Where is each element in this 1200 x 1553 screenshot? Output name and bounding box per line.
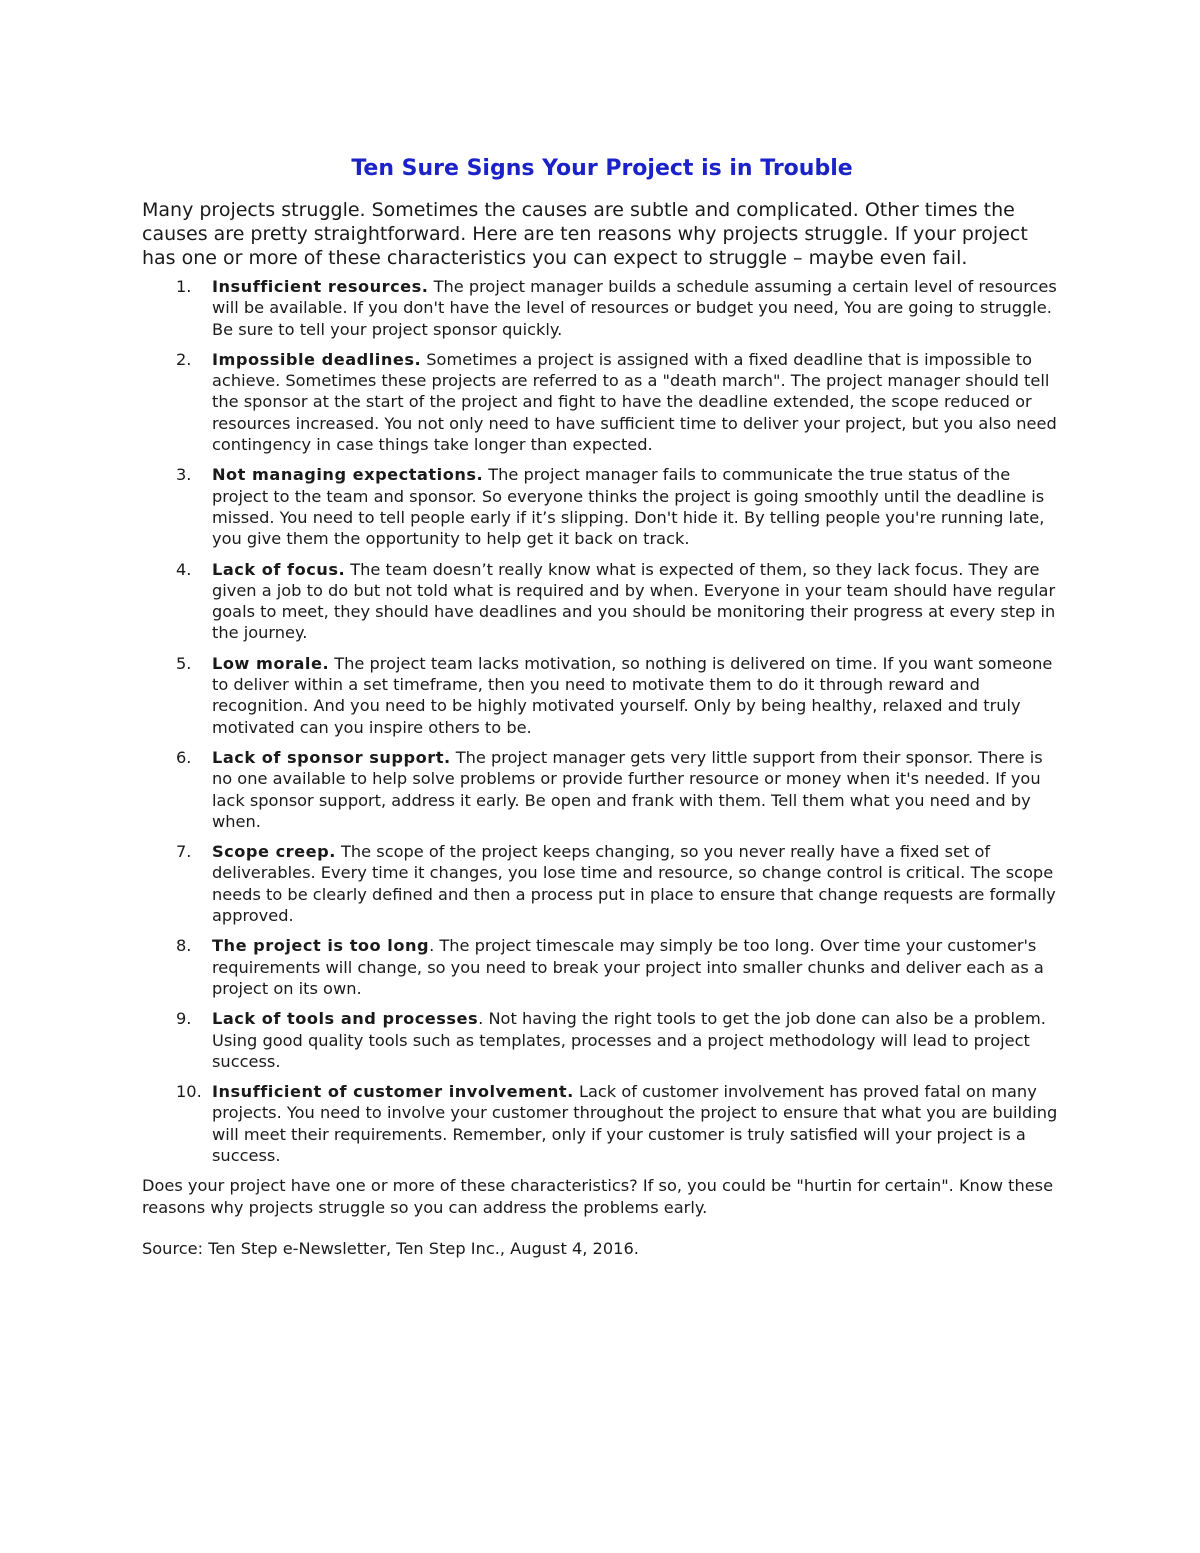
list-item-title: Lack of sponsor support. [212, 747, 451, 767]
list-item-text: The team doesn’t really know what is expected of them, so they lack focus. They are given a job to do but not told what is required and by when. Everyone in your team should have regular goals to meet, they should have deadlines and you should be monitoring their progress at every step in the journey. [212, 559, 1056, 643]
list-item-text: . The project timescale may simply be too long. Over time your customer's requirements will change, so you need to break your project into smaller chunks and deliver each as a project on its own. [212, 936, 1044, 998]
list-item-text: The project manager builds a schedule assuming a certain level of resources will be available. If you don't have the level of resources or budget you need, You are going to struggle. Be sure to tell your project sponsor quickly. [212, 277, 1057, 339]
list-item-title: Lack of focus. [212, 559, 346, 579]
list-item-number: 4. [176, 559, 192, 579]
list-item-title: Insufficient resources. [212, 277, 429, 296]
list-item-title: Lack of tools and processes [212, 1009, 479, 1029]
list-item-number: 7. [176, 842, 192, 862]
list-item-title: Not managing expectations. [212, 465, 484, 485]
list-item-title: Low morale. [212, 653, 330, 673]
list-item-number: 8. [176, 936, 192, 956]
source-citation: Source: Ten Step e-Newsletter, Ten Step Inc., August 4, 2016. [142, 1238, 639, 1258]
list-item-title: Scope creep. [212, 842, 336, 862]
list-item [142, 1081, 1062, 1166]
list-item-text: Sometimes a project is assigned with a fixed deadline that is impossible to achieve. Sometimes these projects are referred to as a "death march". The project manager should tell the sponsor at the start of the project and fight to have the deadline extended, the scope reduced or resources increased. You not only need to have sufficient time to deliver your project, but you also need contingency in case things take longer than expected. [212, 349, 1057, 455]
list-item-text: The scope of the project keeps changing, so you never really have a fixed set of deliverables. Every time it changes, you lose time and resource, so change control is critical. The scope needs to be clearly defined and then a process put in place to ensure that change requests are formally approved. [212, 842, 1056, 926]
list-item-text: . Not having the right tools to get the job done can also be a problem. Using good quality tools such as templates, processes and a project methodology will lead to project success. [212, 1009, 1046, 1071]
list-item-number: 1. [176, 277, 192, 296]
intro-paragraph: Many projects struggle. Sometimes the causes are subtle and complicated. Other times the causes are pretty straightforward. Here are ten reasons why projects struggle. If your project has one or more of these characteristics you can expect to struggle – maybe even fail. [142, 199, 1028, 269]
list-item [142, 349, 1062, 455]
list-item-number: 6. [176, 747, 192, 767]
closing-paragraph: Does your project have one or more of these characteristics? If so, you could be "hurtin for certain". Know these reasons why projects struggle so you can address the problems early. [142, 1176, 1054, 1217]
list-item-number: 10. [176, 1082, 202, 1102]
list-item [142, 841, 1062, 926]
list-item-title: Impossible deadlines. [212, 349, 422, 369]
list-item-title: Insufficient of customer involvement. [212, 1082, 574, 1102]
list-item-text: The project manager gets very little support from their sponsor. There is no one available to help solve problems or provide further resource or money when it's needed. If you lack sponsor support, address it early. Be open and frank with them. Tell them what you need and by when. [212, 747, 1043, 831]
list-item-text: The project manager fails to communicate the true status of the project to the team and sponsor. So everyone thinks the project is going smoothly until the deadline is missed. You need to tell people early if it’s slipping. Don't hide it. By telling people you're running late, you give them the opportunity to help get it back on track. [212, 465, 1045, 549]
list-item-number: 5. [176, 653, 192, 673]
list-item [142, 464, 1062, 549]
list-item-text: Lack of customer involvement has proved fatal on many projects. You need to involve your customer throughout the project to ensure that what you are building will meet their requirements. Remember, only if your customer is truly satisfied will your project is a success. [212, 1082, 1058, 1165]
list-item-text: The project team lacks motivation, so nothing is delivered on time. If you want someone to deliver within a set timeframe, then you need to motivate them to do it through reward and recognition. And you need to be highly motivated yourself. Only by being healthy, relaxed and truly motivated can you inspire others to be. [212, 653, 1053, 737]
document-title: Ten Sure Signs Your Project is in Trouble [351, 156, 853, 181]
list-item-number: 9. [176, 1009, 192, 1029]
reasons-list [142, 276, 1062, 1166]
list-item [142, 1008, 1062, 1072]
document-page [142, 152, 1062, 1259]
list-item [142, 653, 1062, 738]
list-item [142, 276, 1062, 340]
list-item [142, 747, 1062, 832]
list-item-number: 3. [176, 465, 192, 485]
list-item-number: 2. [176, 349, 192, 369]
list-item [142, 559, 1062, 644]
list-item [142, 935, 1062, 999]
list-item-title: The project is too long [212, 936, 430, 956]
